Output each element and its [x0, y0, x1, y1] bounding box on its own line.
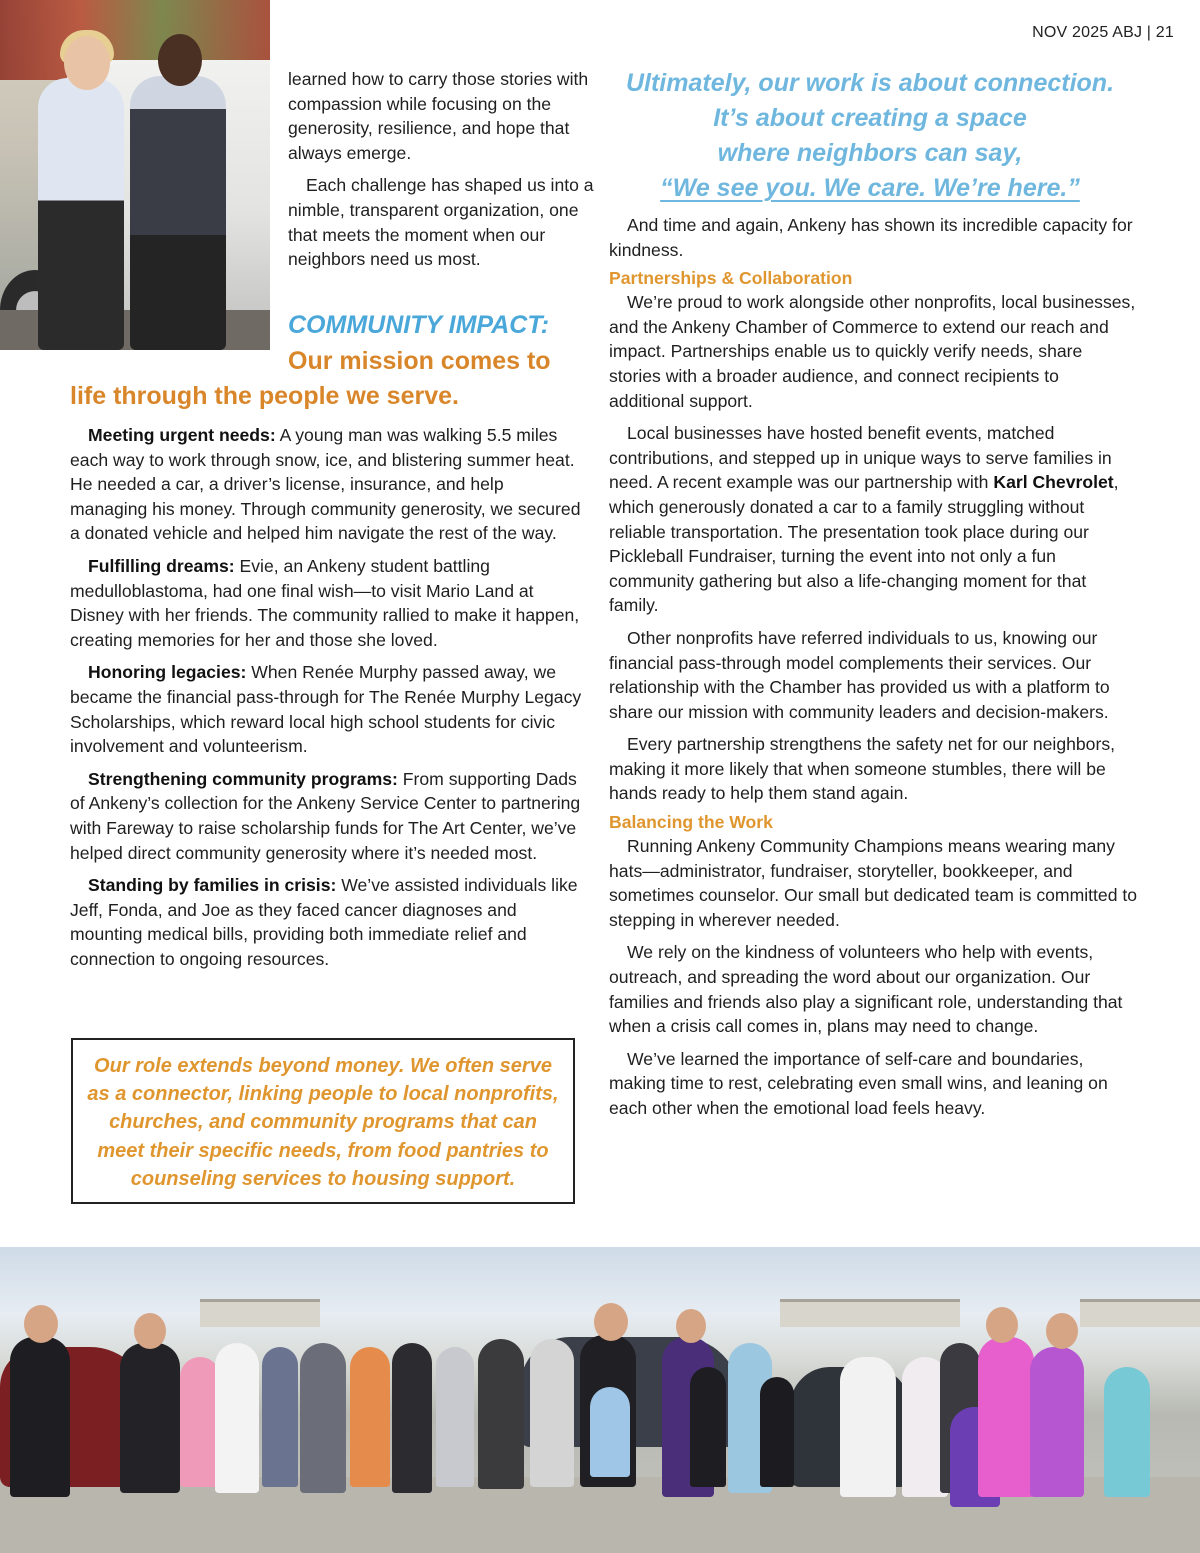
balancing-paragraph-2: We rely on the kindness of volunteers who help with events, outreach, and spreading the word about our organization. Our families and friends also play a significant role, understanding that when a crisis call comes in, plans may need to change. [609, 942, 1123, 1037]
partnerships-paragraph-2-end: , which generously donated a car to a family struggling without reliable transportation. The presentation took place during our Pickleball Fundraiser, turning the event into not only a fun community gathering but also a life-changing moment for that family. [609, 472, 1119, 616]
balancing-paragraph-1: Running Ankeny Community Champions means wearing many hats—administrator, fundraiser, storyteller, bookkeeper, and sometimes counselor. Our small but dedicated team is committed to stepping in wherever needed. [609, 836, 1138, 930]
subheading-balancing: Balancing the Work [609, 812, 773, 833]
page-folio: NOV 2025 ABJ | 21 [1032, 24, 1174, 41]
photo-two-people [0, 0, 270, 350]
photo-group [0, 1247, 1200, 1553]
balancing-paragraph-3: We’ve learned the importance of self-care and boundaries, making time to rest, celebrating even small wins, and leaning on each other when the emotional load feels heavy. [609, 1048, 1108, 1118]
pull-quote [605, 66, 1135, 206]
impact-item [70, 554, 582, 652]
right-column [609, 213, 1139, 1129]
impact-item [70, 873, 582, 971]
pull-quote-line-2: It’s about creating a space [713, 104, 1027, 132]
section-subheading-line-1: Our mission comes to [288, 347, 551, 375]
right-intro-paragraph: And time and again, Ankeny has shown its incredible capacity for kindness. [609, 215, 1133, 260]
section-heading-community-impact: COMMUNITY IMPACT: [288, 311, 550, 339]
impact-item-text: We’ve assisted individuals like Jeff, Fonda, and Joe as they faced cancer diagnoses and mounting medical bills, providing both immediate relief and connection to ongoing resources. [70, 875, 578, 969]
impact-item-label: Fulfilling dreams: [88, 555, 235, 576]
impact-list [70, 423, 582, 979]
impact-item [70, 767, 582, 865]
impact-item [70, 660, 582, 758]
sponsor-name: Karl Chevrolet [993, 472, 1114, 493]
pull-quote-line-1: Ultimately, our work is about connection. [625, 69, 1115, 97]
impact-item-label: Honoring legacies: [88, 662, 247, 683]
impact-item-label: Meeting urgent needs: [88, 425, 276, 445]
subheading-partnerships: Partnerships & Collaboration [609, 268, 853, 289]
callout-box: Our role extends beyond money. We often serve as a connector, linking people to local nonprofits, churches, and community programs that can meet their specific needs, from food pantries to counseling services to housing support. [71, 1038, 575, 1204]
intro-text [288, 67, 596, 280]
impact-item-text: Evie, an Ankeny student battling medulloblastoma, had one final wish—to visit Mario Land at Disney with her friends. The community rallied to make it happen, creating memories for her and those she loved. [70, 555, 580, 650]
intro-paragraph-1: learned how to carry those stories with compassion while focusing on the generosity, resilience, and hope that always emerge. [288, 69, 589, 163]
impact-item-label: Standing by families in crisis: [88, 875, 337, 896]
partnerships-paragraph-4: Every partnership strengthens the safety net for our neighbors, making it more likely that when someone stumbles, there will be hands ready to help them stand again. [609, 734, 1116, 804]
pull-quote-line-3: where neighbors can say, [717, 139, 1023, 167]
partnerships-paragraph-1: We’re proud to work alongside other nonprofits, local businesses, and the Ankeny Chamber of Commerce to extend our reach and impact. Partnerships enable us to quickly verify needs, share stories with a broader audience, and connect recipients to additional support. [609, 292, 1136, 411]
impact-item-text: From supporting Dads of Ankeny’s collection for the Ankeny Service Center to partnering with Fareway to raise scholarship funds for The Art Center, we’ve helped direct community generosity where it’s needed most. [70, 768, 581, 863]
impact-item-text: A young man was walking 5.5 miles each way to work through snow, ice, and blistering summer heat. He needed a car, a driver’s license, insurance, and help managing his money. Through community generosity, we secured a donated vehicle and helped him navigate the rest of the way. [70, 425, 581, 544]
pull-quote-line-4: “We see you. We care. We’re here.” [660, 174, 1080, 202]
partnerships-paragraph-2-start: Local businesses have hosted benefit events, matched contributions, and stepped up in unique ways to serve families in need. A recent example was our partnership with [609, 423, 1112, 493]
intro-paragraph-2: Each challenge has shaped us into a nimble, transparent organization, one that meets the moment when our neighbors need us most. [288, 175, 594, 270]
partnerships-paragraph-2 [609, 421, 1139, 618]
partnerships-paragraph-3: Other nonprofits have referred individuals to us, knowing our financial pass-through model complements their services. Our relationship with the Chamber has provided us with a platform to share our mission with community leaders and decision-makers. [609, 627, 1110, 722]
impact-item [70, 423, 582, 546]
impact-item-text: When Renée Murphy passed away, we became the financial pass-through for The Renée Murphy Legacy Scholarships, which reward local high school students for civic involvement and volunteerism. [70, 662, 582, 757]
impact-item-label: Strengthening community programs: [88, 768, 398, 789]
section-subheading-line-2: life through the people we serve. [70, 382, 459, 410]
